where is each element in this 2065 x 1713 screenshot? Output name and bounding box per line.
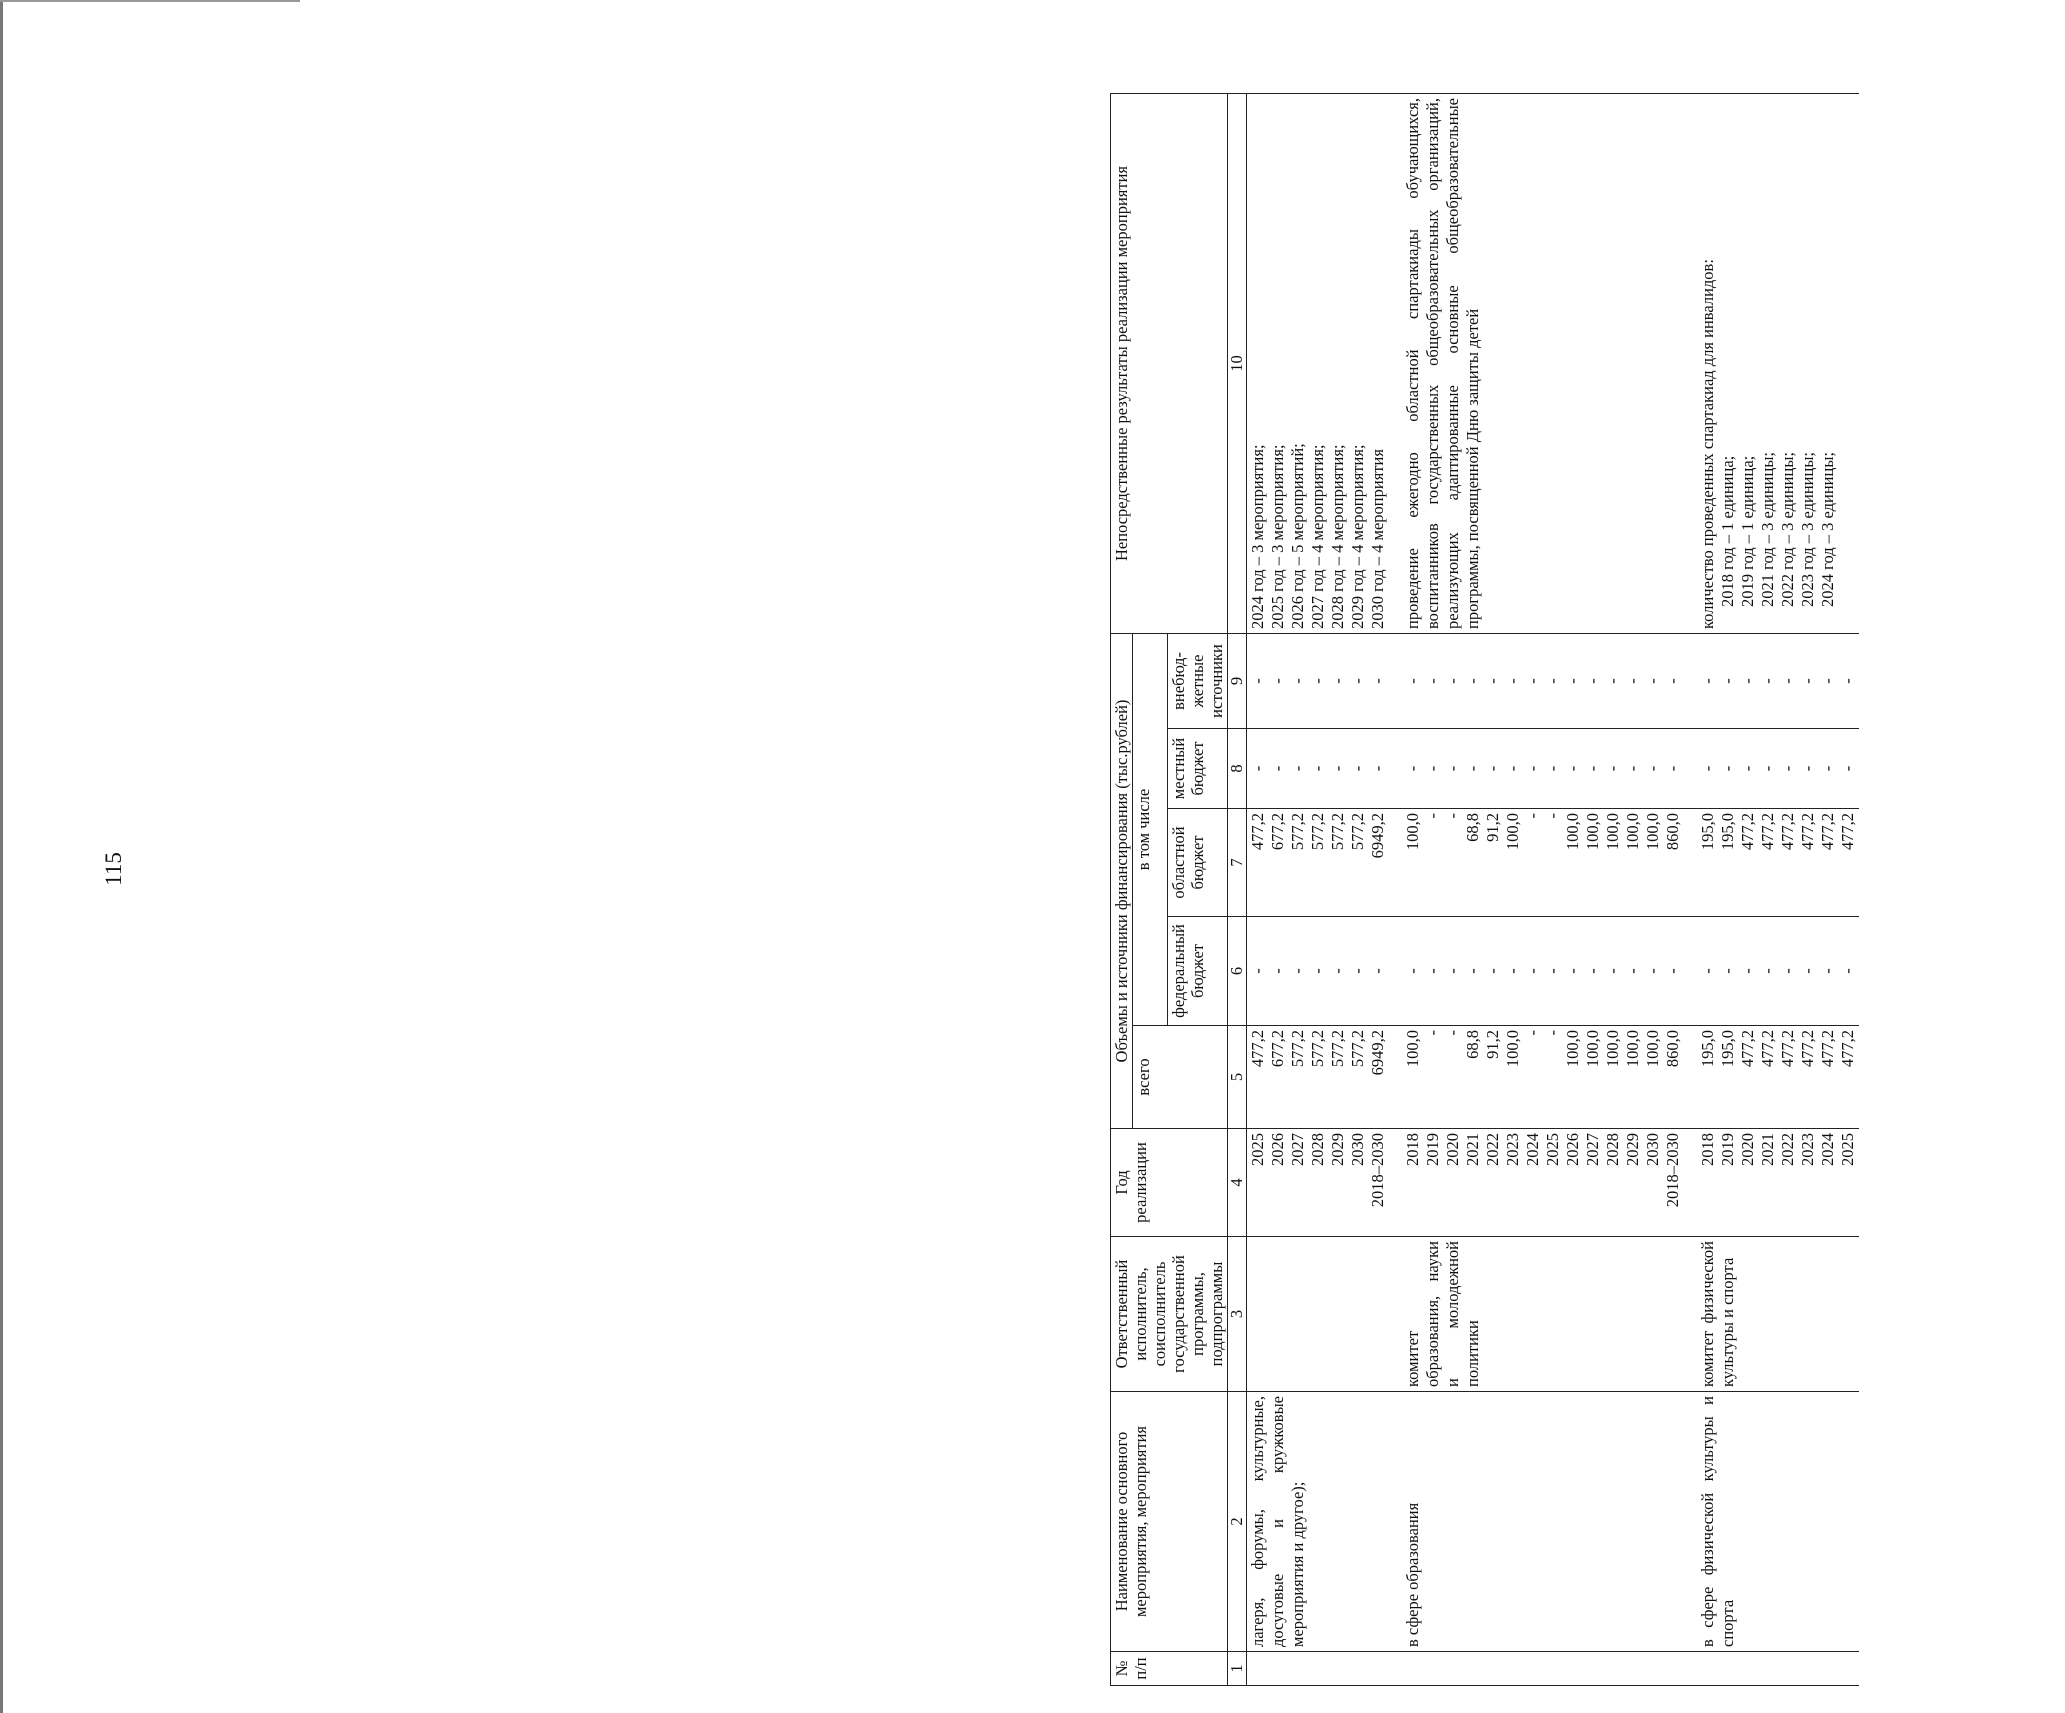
result-lines: 2018 год – 1 единица; 2019 год – 1 единица; 2021 год – 3 единицы; 2022 год – 3 единицы; 2023 год – 3 единицы; 2024 год – 3 единицы; — [1718, 451, 1837, 607]
cell-regional: 100,0 - - 68,8 91,2 100,0 - - 100,0 100,0 100,0 100,0 100,0 860,0 — [1402, 809, 1697, 917]
header-regional: областной бюджет — [1168, 809, 1228, 917]
cell-federal: - - - - - - - - — [1697, 917, 1859, 1026]
scan-edge — [0, 0, 3, 1713]
cell-local: - - - - - - - - - - - - - - — [1402, 729, 1697, 809]
cell-total: 477,2 677,2 577,2 577,2 577,2 577,2 6949,2 — [1247, 1026, 1403, 1129]
cell-name: лагеря, форумы, культурные, досуговые и кружковые мероприятия и другое); — [1247, 1392, 1403, 1652]
col-number: 2 — [1228, 1392, 1247, 1652]
col-number: 7 — [1228, 809, 1247, 917]
cell-local: - - - - - - - — [1247, 729, 1403, 809]
header-federal: федеральный бюджет — [1168, 917, 1228, 1026]
cell-result — [1697, 94, 1859, 634]
header-extrabudget: внебюд-жетные источники — [1168, 634, 1228, 729]
table-row — [1402, 94, 1697, 1686]
cell-total: 100,0 - - 68,8 91,2 100,0 - - 100,0 100,0 100,0 100,0 100,0 860,0 — [1402, 1026, 1697, 1129]
cell-result: 2024 год – 3 мероприятия; 2025 год – 3 мероприятия; 2026 год – 5 мероприятий; 2027 год – 4 мероприятия; 2028 год – 4 мероприятия; 2029 год – 4 мероприятия; 2030 год – 4 мероприятия — [1247, 94, 1403, 634]
table-row — [1697, 94, 1859, 1686]
cell-years: 2018 2019 2020 2021 2022 2023 2024 2025 — [1697, 1129, 1859, 1237]
scan-edge-top — [0, 0, 300, 2]
page-number: 115 — [101, 852, 126, 886]
table-row — [1247, 94, 1403, 1686]
col-number: 6 — [1228, 917, 1247, 1026]
cell-total: 195,0 195,0 477,2 477,2 477,2 477,2 477,2 477,2 — [1697, 1026, 1859, 1129]
col-number: 4 — [1228, 1129, 1247, 1237]
cell-years: 2018 2019 2020 2021 2022 2023 2024 2025 2026 2027 2028 2029 2030 2018–2030 — [1402, 1129, 1697, 1237]
cell-responsible — [1247, 1237, 1403, 1392]
header-including: в том числе — [1133, 634, 1168, 1026]
col-number: 1 — [1228, 1652, 1247, 1686]
header-year: Год реализации — [1111, 1129, 1228, 1237]
cell-federal: - - - - - - - - - - - - - - — [1402, 917, 1697, 1026]
cell-name: в сфере образования — [1402, 1392, 1697, 1652]
cell-regional: 477,2 677,2 577,2 577,2 577,2 577,2 6949,2 — [1247, 809, 1403, 917]
cell-num — [1402, 1652, 1697, 1686]
cell-responsible: комитет образования, науки и молодежной политики — [1402, 1237, 1697, 1392]
header-local: местный бюджет — [1168, 729, 1228, 809]
header-responsible: Ответственный исполнитель, соисполнитель государственной программы, подпрограммы — [1111, 1237, 1228, 1392]
cell-responsible: комитет физической культуры и спорта — [1697, 1237, 1859, 1392]
col-number: 5 — [1228, 1026, 1247, 1129]
header-total: всего — [1133, 1026, 1228, 1129]
cell-result: проведение ежегодно областной спартакиады обучающихся, воспитанников государственных общеобразовательных организаций, реализующих адаптированные основные общеобразовательные программы, посвященной Дню защиты детей — [1402, 94, 1697, 634]
col-number: 8 — [1228, 729, 1247, 809]
header-num: № п/п — [1111, 1652, 1228, 1686]
col-number: 10 — [1228, 94, 1247, 634]
cell-extrabudget: - - - - - - - - — [1697, 634, 1859, 729]
header-result: Непосредственные результаты реализации мероприятия — [1111, 94, 1228, 634]
header-name: Наименование основного мероприятия, мероприятия — [1111, 1392, 1228, 1652]
cell-extrabudget: - - - - - - - — [1247, 634, 1403, 729]
cell-federal: - - - - - - - — [1247, 917, 1403, 1026]
financing-table — [1110, 93, 1859, 1686]
cell-local: - - - - - - - - — [1697, 729, 1859, 809]
cell-num — [1697, 1652, 1859, 1686]
header-volumes: Объемы и источники финансирования (тыс.рублей) — [1111, 634, 1133, 1129]
cell-num — [1247, 1652, 1403, 1686]
col-number: 3 — [1228, 1237, 1247, 1392]
cell-years: 2025 2026 2027 2028 2029 2030 2018–2030 — [1247, 1129, 1403, 1237]
cell-regional: 195,0 195,0 477,2 477,2 477,2 477,2 477,2 477,2 — [1697, 809, 1859, 917]
column-number-row — [1228, 94, 1247, 1686]
cell-extrabudget: - - - - - - - - - - - - - - — [1402, 634, 1697, 729]
col-number: 9 — [1228, 634, 1247, 729]
cell-name: в сфере физической культуры и спорта — [1697, 1392, 1859, 1652]
header-row-1 — [1111, 94, 1133, 1686]
rotated-table-container — [1110, 94, 2065, 1686]
result-intro: количество проведенных спартакиад для инвалидов: — [1698, 259, 1717, 629]
